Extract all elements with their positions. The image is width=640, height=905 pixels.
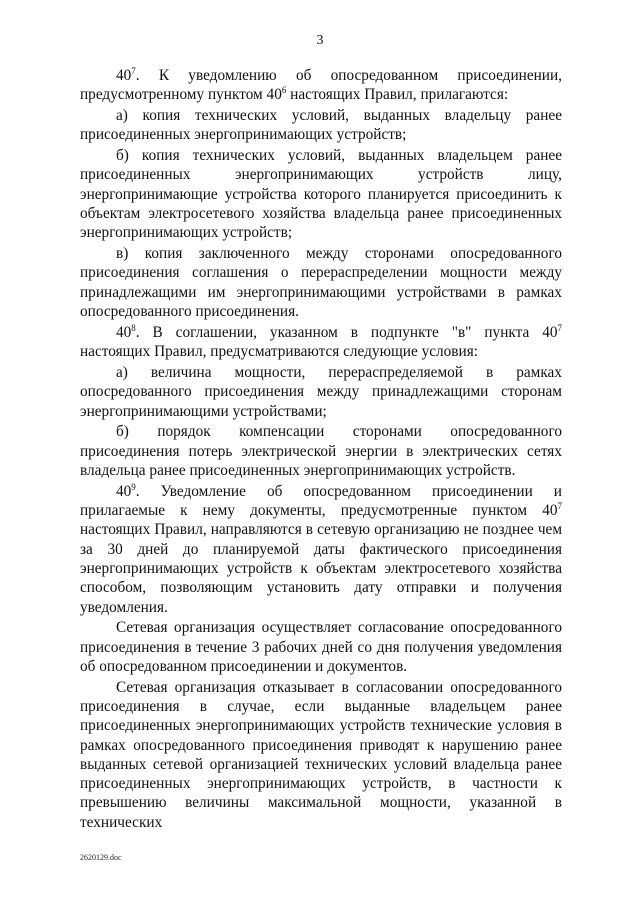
text-run: а) копия технических условий, выданных владельцу ранее присоединенных энергопринимающих устройств; — [80, 107, 562, 144]
paragraph — [80, 244, 562, 321]
paragraph — [80, 106, 562, 145]
superscript: 7 — [557, 322, 562, 333]
paragraph — [80, 66, 562, 105]
page-number: 3 — [316, 33, 324, 48]
paragraph — [80, 363, 562, 421]
paragraph — [80, 146, 562, 242]
superscript: 8 — [131, 322, 136, 333]
text-run: 40 — [116, 482, 132, 500]
superscript: 9 — [131, 481, 136, 492]
text-run: б) порядок компенсации сторонами опосредованного присоединения потерь электрической энергии в электрических сетях владельца ранее присоединенных энергопринимающих устройств. — [80, 423, 562, 479]
superscript: 7 — [131, 65, 136, 76]
text-run: . Уведомление об опосредованном присоединении и прилагаемые к нему документы, предусмотренные пунктом 40 — [80, 482, 562, 520]
text-run: . В соглашении, указанном в подпункте "в" пункта 40 — [135, 323, 558, 341]
paragraph — [80, 323, 562, 362]
document-body — [80, 66, 562, 834]
paragraph — [80, 618, 562, 676]
text-run: б) копия технических условий, выданных владельцем ранее присоединенных энергопринимающих устройств лицу, энергопринимающие устройства которого планируется присоединить к объектам электросетевого хозяйства владельца ранее присоединенных энергопринимающих устройств; — [80, 147, 562, 242]
superscript: 6 — [281, 85, 287, 96]
text-run: в) копия заключенного между сторонами опосредованного присоединения соглашения о перераспределении мощности между принадлежащими им энергопринимающими устройствами в рамках опосредованного присоединения. — [80, 245, 562, 321]
superscript: 7 — [557, 500, 562, 511]
text-run: настоящих Правил, направляются в сетевую организацию не позднее чем за 30 дней до планируемой даты фактического присоединения энергопринимающих устройств к объектам электросетевого хозяйства способом, позволяющим установить дату отправки и получения уведомления. — [80, 521, 562, 616]
text-run: . К уведомлению об опосредованном присоединении, предусмотренному пунктом 40 — [80, 67, 562, 104]
text-run: 40 — [116, 323, 132, 341]
text-run: настоящих Правил, предусматриваются следующие условия: — [80, 343, 478, 361]
paragraph — [80, 678, 562, 832]
text-run: 40 — [116, 67, 132, 84]
document-filename: 2620129.doc — [80, 853, 122, 862]
text-run: настоящих Правил, прилагаются: — [286, 86, 509, 104]
text-run: а) величина мощности, перераспределяемой в рамках опосредованного присоединения между принадлежащими сторонам энергопринимающими устройствами; — [80, 363, 562, 420]
paragraph — [80, 422, 562, 480]
text-run: Сетевая организация осуществляет согласование опосредованного присоединения в течение 3 рабочих дней со дня получения уведомления об опосредованном присоединении и документов. — [80, 619, 562, 675]
paragraph — [80, 482, 562, 617]
text-run: Сетевая организация отказывает в согласовании опосредованного присоединения в случае, если выданные владельцем ранее присоединенных энергопринимающих устройств технические условия в рамках опосредованного присоединения приводят к нарушению ранее выданных сетевой организацией технических условий владельца ранее присоединенных энергопринимающих устройств, в частности к превышению величины максимальной мощности, указанной в технических — [80, 678, 562, 831]
